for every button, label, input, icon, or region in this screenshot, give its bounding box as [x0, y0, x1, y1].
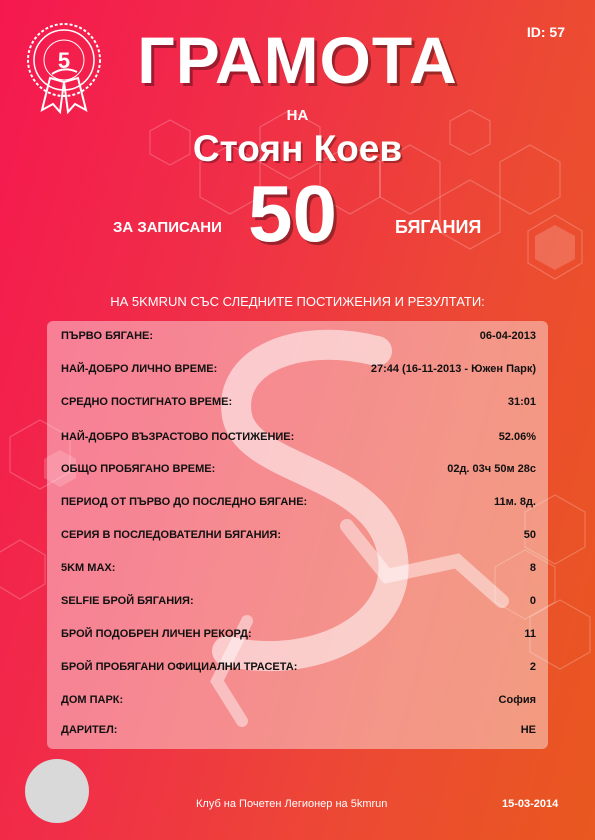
- stat-row: [61, 720, 536, 740]
- recipient-name: Стоян Коев: [192, 128, 403, 169]
- stat-label: БРОЙ ПОДОБРЕН ЛИЧЕН РЕКОРД:: [61, 628, 252, 640]
- runs-label: БЯГАНИЯ: [395, 217, 482, 237]
- stat-row: [61, 624, 536, 644]
- achievements-subtitle: НА 5KMRUN СЪС СЛЕДНИТЕ ПОСТИЖЕНИЯ И РЕЗУЛТАТИ:: [110, 294, 485, 309]
- stat-row: [61, 690, 536, 710]
- stat-value: 11м. 8д.: [493, 496, 536, 508]
- photo-placeholder: [25, 759, 89, 823]
- recorded-label: ЗА ЗАПИСАНИ: [113, 219, 222, 236]
- stat-row: [61, 525, 536, 545]
- certificate-id: ID: 57: [526, 24, 565, 40]
- stat-value: НЕ: [520, 724, 536, 736]
- stat-row: [61, 427, 536, 447]
- stat-label: БРОЙ ПРОБЯГАНИ ОФИЦИАЛНИ ТРАСЕТА:: [61, 661, 298, 673]
- stat-row: [61, 392, 536, 412]
- stat-label: SELFIE БРОЙ БЯГАНИЯ:: [61, 595, 194, 607]
- stat-row: [61, 591, 536, 611]
- stat-row: [61, 558, 536, 578]
- stat-value: 52.06%: [498, 431, 536, 443]
- stat-row: [61, 492, 536, 512]
- stat-row: [61, 359, 536, 379]
- stat-value: 06-04-2013: [479, 330, 536, 342]
- stat-value: 11: [524, 628, 536, 640]
- club-footer: Клуб на Почетен Легионер на 5kmrun: [196, 798, 388, 810]
- stat-row: [61, 326, 536, 346]
- stat-label: ДОМ ПАРК:: [61, 694, 124, 706]
- stat-value: 31:01: [507, 396, 536, 408]
- stat-value: 02д. 03ч 50м 28с: [447, 463, 536, 475]
- stat-value: 8: [529, 562, 536, 574]
- stat-label: ОБЩО ПРОБЯГАНО ВРЕМЕ:: [61, 463, 216, 475]
- stat-label: ПЕРИОД ОТ ПЪРВО ДО ПОСЛЕДНО БЯГАНЕ:: [61, 496, 308, 508]
- stat-value: 50: [523, 529, 536, 541]
- stat-value: 2: [529, 661, 536, 673]
- stat-label: ПЪРВО БЯГАНЕ:: [61, 330, 154, 342]
- stat-row: [61, 657, 536, 677]
- stat-value: София: [498, 694, 536, 706]
- stat-label: НАЙ-ДОБРО ВЪЗРАСТОВО ПОСТИЖЕНИЕ:: [61, 431, 295, 443]
- stat-label: СРЕДНО ПОСТИГНАТО ВРЕМЕ:: [61, 396, 233, 408]
- svg-text:5: 5: [57, 48, 71, 73]
- stat-label: СЕРИЯ В ПОСЛЕДОВАТЕЛНИ БЯГАНИЯ:: [61, 529, 281, 541]
- certificate-title: ГРАМОТА: [137, 23, 458, 97]
- issue-date: 15-03-2014: [502, 798, 559, 810]
- stats-panel: [47, 321, 548, 749]
- on-label: НА: [286, 107, 309, 124]
- runs-count: 50: [248, 169, 337, 258]
- stat-value: 0: [529, 595, 536, 607]
- stat-value: 27:44 (16-11-2013 - Южен Парк): [370, 363, 536, 375]
- stat-label: НАЙ-ДОБРО ЛИЧНО ВРЕМЕ:: [61, 363, 218, 375]
- stat-label: ДАРИТЕЛ:: [61, 724, 118, 736]
- stat-row: [61, 459, 536, 479]
- stat-label: 5KM MAX:: [61, 562, 116, 574]
